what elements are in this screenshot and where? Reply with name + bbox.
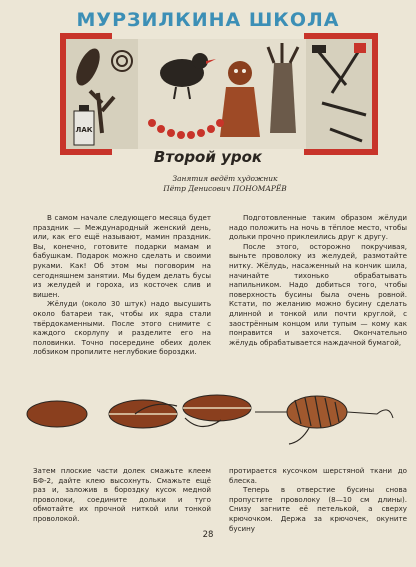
acorn-wrapped xyxy=(287,396,347,428)
section-title: МУРЗИЛКИНА ШКОЛА xyxy=(76,9,340,31)
paragraph: После этого, осторожно покручивая, выньте проволоку из желудей, размотайте нитку. Жёлудь, насаженный на кончик шила, начинайте тихонько обрабатывать напильником. Надо добиться того, чтобы поверхность бусины была очень ровной. Кстати, по желанию можно бусину сделать длинной и тонкой или почти круглой, с заострённым концом или тупым — кому как понравится и захочется. Окончательно жёлудь обрабатывается наждачной бумагой, xyxy=(229,241,407,347)
paragraph: Теперь в отверстие бусины снова пропустите проволоку (8—10 см длины). Снизу загните её петелькой, а сверху крючочком. Держа за крючочек, окуните бусину xyxy=(229,485,407,533)
wooden-figure-icon xyxy=(270,63,296,133)
article-column-4 xyxy=(229,466,407,533)
paragraph: протирается кусочком шерстяной ткани до блеска. xyxy=(229,466,407,485)
acorn-whole xyxy=(27,401,87,427)
svg-text:ЛАК: ЛАК xyxy=(75,126,93,134)
page-number: 28 xyxy=(202,530,214,540)
illustration xyxy=(60,33,378,155)
paragraph: В самом начале следующего месяца будет праздник — Международный женский день, или, как его ещё называют, мамин праздник. Вы, конечно, готовите подарки мамам и бабушкам. Подарок можно сделать и своими руками. Как! Об этом мы поговорим на сегодняшнем занятии. Мы будем делать бусы из желудей и гороха, из косточек слив и вишен. xyxy=(33,213,211,299)
acorn-steps-diagram xyxy=(25,378,405,458)
doll-icon xyxy=(228,61,252,85)
byline xyxy=(120,174,330,193)
lesson-title: Второй урок xyxy=(153,148,263,166)
article-column-2 xyxy=(229,213,407,347)
paragraph: Жёлуди (около 30 штук) надо высушить около батареи так, чтобы их ядра стали твёрдокаменными. После этого снимите с каждого скорлупу и разделите его на половинки. Точно посередине обеих долек лобзиком пропилите неглубокие бороздки. xyxy=(33,299,211,357)
article-column-1 xyxy=(33,213,211,357)
byline-line-1: Занятия ведёт художник xyxy=(172,174,278,183)
byline-line-2: Пётр Денисович ПОНОМАРЁВ xyxy=(163,183,287,193)
article-column-3 xyxy=(33,466,211,524)
paragraph: Затем плоские части долек смажьте клеем БФ-2, дайте клею высохнуть. Смажьте ещё раз и, заложив в бороздку кусок медной проволоки, соедините дольки и туго обмотайте их прочной ниткой или тонкой проволокой. xyxy=(33,466,211,523)
paragraph: Подготовленные таким образом жёлуди надо положить на ночь в тёплое место, чтобы дольки прочно приклеились друг к другу. xyxy=(229,213,407,242)
